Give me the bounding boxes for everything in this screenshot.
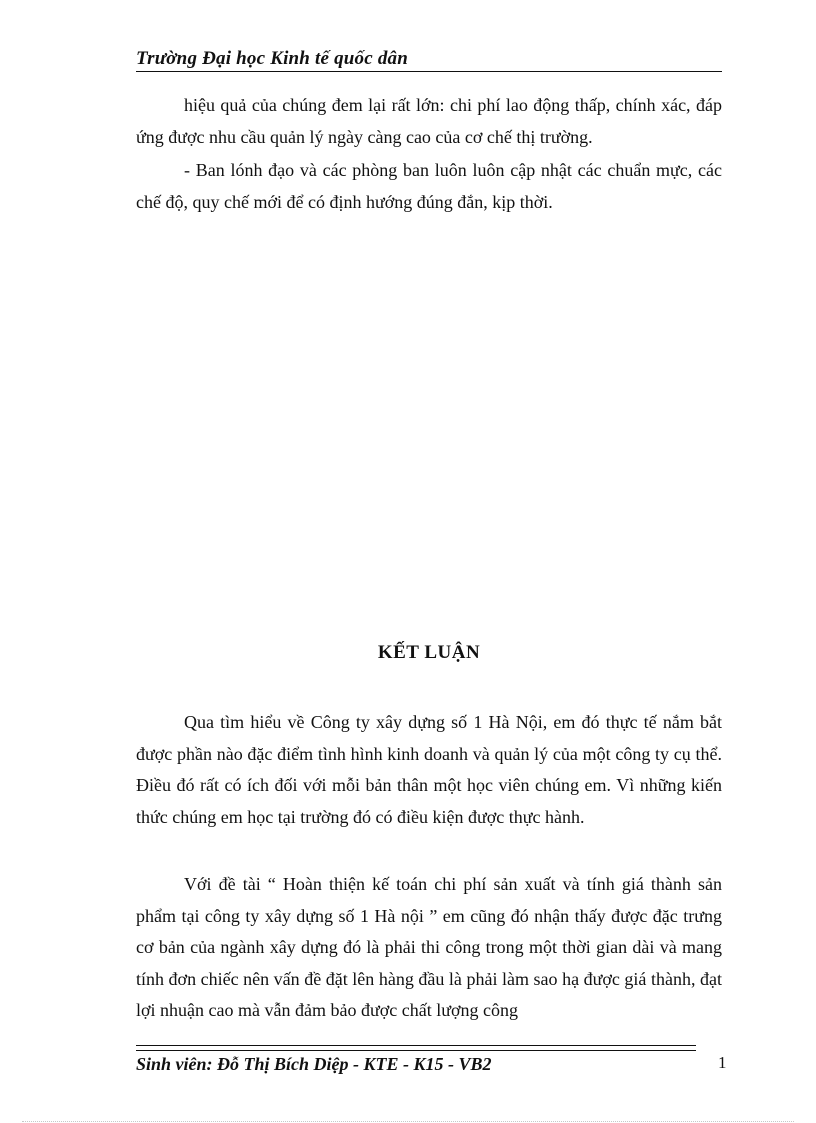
body-paragraph: Với đề tài “ Hoàn thiện kế toán chi phí sản xuất và tính giá thành sản phẩm tại công ty xây dựng số 1 Hà nội ” em cũng đó nhận thấy được đặc trưng cơ bản của ngành xây dựng đó là phải thi công trong một thời gian dài và mang tính đơn chiếc nên vấn đề đặt lên hàng đầu là phải làm sao hạ được giá thành, đạt lợi nhuận cao mà vẫn đảm bảo được chất lượng công [136, 874, 722, 1020]
body-paragraph: hiệu quả của chúng đem lại rất lớn: chi phí lao động thấp, chính xác, đáp ứng được nhu cầu quản lý ngày càng cao của cơ chế thị trường. [136, 95, 722, 147]
page-edge-divider [22, 1121, 794, 1122]
body-paragraph: - Ban lónh đạo và các phòng ban luôn luôn cập nhật các chuẩn mực, các chế độ, quy chế mới để có định hướng đúng đắn, kịp thời. [136, 160, 722, 212]
header-title: Trường Đại học Kinh tế quốc dân [136, 48, 409, 69]
footer-divider [136, 1045, 696, 1046]
section-heading: KẾT LUẬN [377, 642, 481, 663]
footer-divider [136, 1050, 696, 1051]
header-divider [136, 71, 722, 72]
body-paragraph: Qua tìm hiểu về Công ty xây dựng số 1 Hà Nội, em đó thực tế nắm bắt được phần nào đặc điểm tình hình kinh doanh và quản lý của một công ty cụ thể. Điều đó rất có ích đối với mỗi bản thân một học viên chúng em. Vì những kiến thức chúng em học tại trường đó có điều kiện được thực hành. [136, 712, 722, 827]
footer-student-info: Sinh viên: Đỗ Thị Bích Diệp - KTE - K15 - VB2 [136, 1054, 492, 1074]
page-number: 1 [718, 1053, 727, 1072]
